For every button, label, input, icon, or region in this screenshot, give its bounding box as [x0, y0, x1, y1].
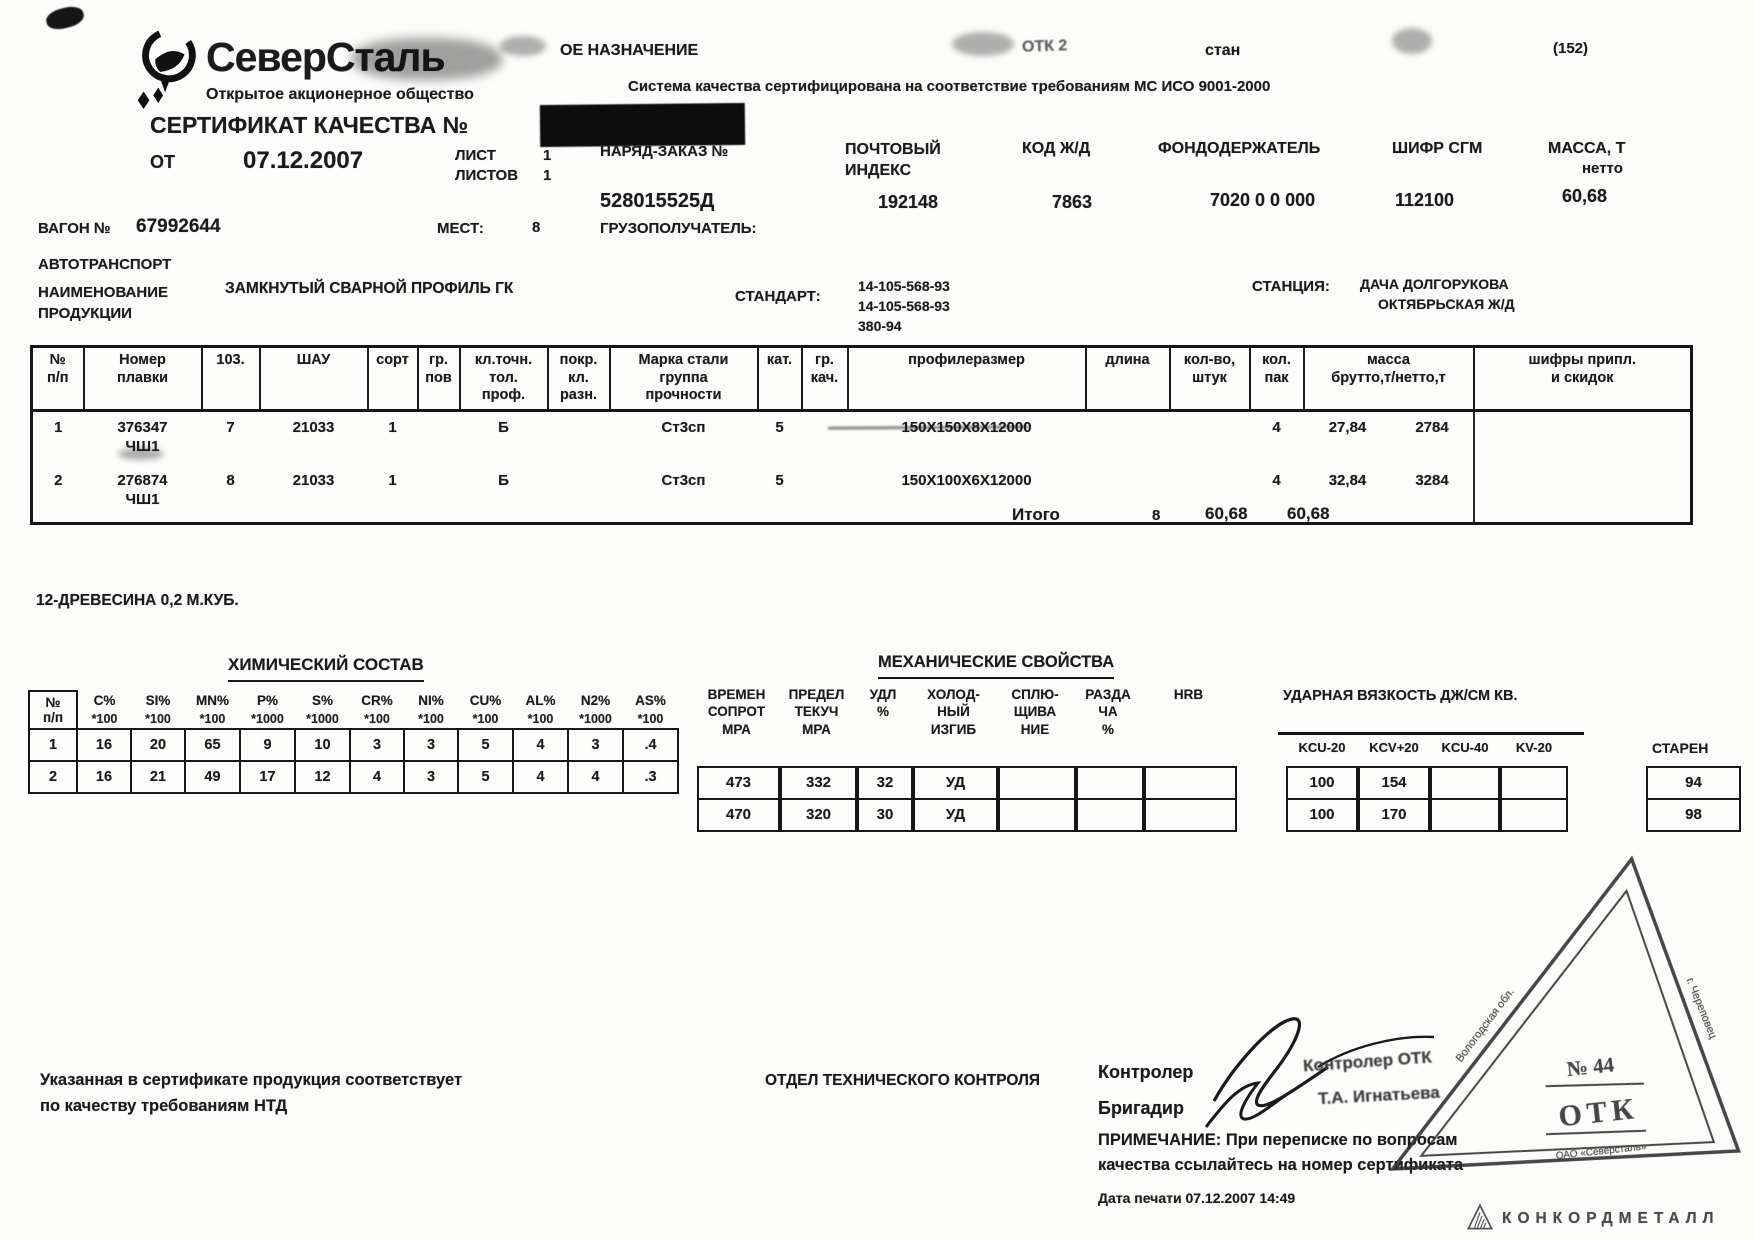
konkord-logo-icon	[1466, 1203, 1494, 1231]
header-cell: HRB	[1173, 687, 1204, 702]
table-cell: 154	[1358, 766, 1430, 800]
table-cell: 150Х100Х6Х12000	[901, 472, 1032, 490]
header-cell: KCU-40	[1441, 740, 1489, 755]
header-cell: гр. кач.	[802, 347, 848, 411]
table-cell: 65	[185, 729, 240, 761]
standard-value: 14-105-568-93	[858, 298, 950, 314]
brigadier-label: Бригадир	[1098, 1098, 1184, 1118]
header-cell: CR%	[361, 693, 393, 708]
aging-label: СТАРЕН	[1652, 740, 1709, 756]
table-cell	[1474, 411, 1692, 466]
table-cell: 12	[295, 761, 350, 793]
places-value: 8	[532, 219, 541, 236]
impact-subheads	[1286, 740, 1568, 756]
header-cell: шифры припл. и скидок	[1474, 347, 1692, 411]
header-cell: SI%	[145, 693, 171, 708]
table-cell: 3	[404, 761, 458, 793]
table-cell	[1144, 766, 1237, 800]
header-cell: AL%	[525, 693, 556, 708]
header-cell: сорт	[368, 347, 418, 411]
stamp-edge-left: Вологодская обл.	[1453, 986, 1517, 1065]
table-cell	[1474, 465, 1692, 524]
sgm-cipher-label: ШИФР СГМ	[1392, 140, 1483, 157]
table-cell: 4	[1272, 419, 1281, 437]
header-cell: CU%	[469, 693, 502, 708]
table-cell: .4	[623, 729, 678, 761]
header-cell: № п/п	[29, 691, 77, 729]
scan-artifact	[1392, 28, 1432, 54]
header-cell: MN%	[196, 693, 229, 708]
wagon-label: ВАГОН №	[38, 220, 111, 237]
table-cell: УД	[913, 766, 998, 800]
order-label: НАРЯД-ЗАКАЗ №	[600, 143, 729, 160]
table-cell	[1144, 798, 1237, 832]
sgm-cipher-value: 112100	[1395, 190, 1455, 210]
header-cell: ХОЛОД- НЫЙ ИЗГИБ	[927, 687, 980, 737]
spacer	[1237, 766, 1286, 800]
table-cell: 1	[54, 419, 63, 437]
table-cell: 4	[350, 761, 404, 793]
table-cell	[1430, 766, 1500, 800]
header-cell: кол-во, штук	[1170, 347, 1250, 411]
header-cell: кат.	[758, 347, 802, 411]
otk-triangle-stamp	[1382, 839, 1754, 1202]
total-net: 60,68	[1287, 504, 1330, 523]
header-cell: 103.	[202, 347, 260, 411]
table-cell: 2	[29, 761, 77, 793]
header-cell: масса брутто,т/нетто,т	[1304, 347, 1474, 411]
sheet-value: 1	[543, 147, 552, 164]
table-cell	[1076, 798, 1144, 832]
table-cell: 5	[458, 729, 513, 761]
product-name-value: ЗАМКНУТЫЙ СВАРНОЙ ПРОФИЛЬ ГК	[225, 280, 514, 297]
order-number: 528015525Д	[600, 190, 715, 212]
mass-value: 60,68	[1562, 186, 1608, 206]
rail-code-label: КОД Ж/Д	[1022, 140, 1091, 157]
station-value: ДАЧА ДОЛГОРУКОВА	[1360, 276, 1509, 292]
table-cell	[998, 798, 1076, 832]
spacer	[1568, 766, 1646, 800]
table-cell: 3	[350, 729, 404, 761]
header-cell: РАЗДА ЧА %	[1085, 687, 1131, 737]
logo-wordmark: СеверСталь	[206, 34, 445, 80]
stamp-org: ОАО «Северсталь»	[1555, 1141, 1647, 1162]
table-cell	[1500, 798, 1568, 832]
mech-row	[697, 766, 1741, 800]
table-cell: 98	[1646, 798, 1741, 832]
consignee-label: ГРУЗОПОЛУЧАТЕЛЬ:	[600, 220, 757, 237]
header-cell: *100	[637, 712, 664, 726]
table-cell	[802, 465, 848, 524]
table-cell: Б	[498, 472, 509, 490]
print-date: Дата печати 07.12.2007 14:49	[1098, 1190, 1296, 1206]
table-cell: 5	[775, 472, 784, 490]
table-cell: 21033	[292, 472, 335, 490]
scan-artifact	[500, 36, 546, 56]
products-table	[30, 345, 1693, 525]
stamp-controller-text: Контролер ОТК	[1302, 1047, 1433, 1076]
table-cell: УД	[913, 798, 998, 832]
stamp-otk: ОТК	[1556, 1092, 1641, 1134]
total-label: Итого	[1012, 505, 1060, 524]
stamp-number: № 44	[1565, 1052, 1616, 1082]
table-cell: 4	[513, 761, 568, 793]
fund-holder-label: ФОНДОДЕРЖАТЕЛЬ	[1158, 140, 1321, 157]
table-cell: 1	[29, 729, 77, 761]
table-cell	[998, 766, 1076, 800]
station-label: СТАНЦИЯ:	[1252, 278, 1330, 295]
chem-row	[29, 729, 678, 761]
table-cell: 8	[226, 472, 235, 490]
table-cell	[548, 411, 610, 466]
header-cell: *1000	[579, 712, 612, 726]
table-cell: 21	[131, 761, 185, 793]
table-cell: 473	[697, 766, 780, 800]
header-cell: *100	[145, 712, 171, 726]
page-number: (152)	[1553, 40, 1589, 57]
header-cell: кл.точн. тол. проф.	[460, 347, 548, 411]
table-cell: 3	[568, 729, 623, 761]
table-cell: 1	[388, 419, 397, 437]
header-cell: Номер плавки	[84, 347, 202, 411]
scan-artifact	[352, 38, 502, 80]
table-cell	[418, 411, 460, 466]
controller-label: Контролер	[1098, 1062, 1194, 1082]
header-cell: *100	[91, 712, 118, 726]
table-cell: 94	[1646, 766, 1741, 800]
table-cell: 470	[697, 798, 780, 832]
table-cell: .3	[623, 761, 678, 793]
table-cell: 17	[240, 761, 295, 793]
header-cell: Марка стали группа прочности	[610, 347, 758, 411]
table-cell: 320	[780, 798, 857, 832]
table-cell: 5	[775, 419, 784, 437]
table-cell: 30	[857, 798, 913, 832]
table-cell: 20	[131, 729, 185, 761]
spacer	[1568, 798, 1646, 832]
products-header-row	[32, 347, 1692, 411]
total-gross: 60,68	[1205, 504, 1248, 523]
table-cell: 276874 ЧШ1	[117, 472, 168, 508]
logo-subtitle: Открытое акционерное общество	[206, 86, 474, 103]
header-cell: гр. пов	[418, 347, 460, 411]
header-cell: P%	[256, 693, 278, 708]
wagon-number: 67992644	[136, 216, 221, 237]
table-cell: Б	[498, 419, 509, 437]
table-cell	[1430, 798, 1500, 832]
redacted-cert-number	[540, 103, 745, 147]
table-cell: 1	[388, 472, 397, 490]
purpose-note: ОЕ НАЗНАЧЕНИЕ	[560, 42, 699, 59]
scan-artifact	[952, 32, 1014, 56]
table-cell: 16	[77, 761, 131, 793]
table-cell: 332	[780, 766, 857, 800]
header-cell: AS%	[635, 693, 666, 708]
otk-mark-note: ОТК 2	[1021, 37, 1068, 56]
header-cell: KCV+20	[1369, 740, 1419, 755]
table-cell: 376347 ЧШ1	[117, 419, 168, 455]
header-cell: *100	[364, 712, 390, 726]
scan-artifact	[44, 4, 86, 33]
header-cell: *100	[472, 712, 499, 726]
product-row	[32, 411, 1692, 466]
wood-note: 12-ДРЕВЕСИНА 0,2 М.КУБ.	[36, 592, 239, 609]
mass-label: МАССА, Т	[1548, 140, 1626, 157]
header-cell: KV-20	[1515, 740, 1553, 755]
fund-holder-value: 7020 0 0 000	[1210, 190, 1316, 210]
header-cell: длина	[1086, 347, 1170, 411]
sheets-value: 1	[543, 167, 552, 184]
chem-multipliers-row	[29, 710, 678, 729]
table-cell	[548, 465, 610, 524]
table-cell	[1076, 766, 1144, 800]
chem-elements-row	[29, 691, 678, 710]
transport-note: АВТОТРАНСПОРТ	[38, 256, 172, 273]
header-cell: № п/п	[32, 347, 84, 411]
table-cell: 3	[404, 729, 458, 761]
table-cell: 32	[857, 766, 913, 800]
postal-label: ПОЧТОВЫЙ ИНДЕКС	[845, 141, 941, 179]
table-cell	[802, 411, 848, 466]
impact-title: УДАРНАЯ ВЯЗКОСТЬ ДЖ/СМ КВ.	[1283, 688, 1518, 704]
note-text: ПРИМЕЧАНИЕ: При переписке по вопросам качества ссылайтесь на номер сертификата	[1098, 1131, 1464, 1174]
header-cell: ВРЕМЕН СОПРОТ МРА	[707, 687, 766, 737]
standard-label: СТАНДАРТ:	[735, 288, 821, 305]
mech-title: МЕХАНИЧЕСКИЕ СВОЙСТВА	[878, 653, 1114, 679]
mech-row	[697, 798, 1741, 832]
header-cell: C%	[93, 693, 116, 708]
total-pieces: 8	[1152, 507, 1161, 524]
table-cell: 2784	[1415, 419, 1449, 437]
table-cell: 9	[240, 729, 295, 761]
header-cell: профилеразмер	[848, 347, 1086, 411]
table-cell: 4	[1272, 472, 1281, 490]
product-name-label: НАИМЕНОВАНИЕ ПРОДУКЦИИ	[38, 284, 168, 322]
table-cell: 16	[77, 729, 131, 761]
header-cell: NI%	[418, 693, 444, 708]
station-value: ОКТЯБРЬСКАЯ Ж/Д	[1378, 296, 1515, 312]
header-cell: ПРЕДЕЛ ТЕКУЧ МРА	[788, 687, 845, 737]
header-cell: N2%	[580, 693, 611, 708]
places-label: МЕСТ:	[437, 220, 484, 237]
header-cell: СПЛЮ- ЩИВА НИЕ	[1011, 687, 1059, 737]
mech-header-row	[695, 686, 1235, 738]
header-cell: *100	[418, 712, 444, 726]
header-cell: *100	[199, 712, 226, 726]
table-cell: 150Х150Х8Х12000	[901, 419, 1032, 437]
certificate-date: 07.12.2007	[243, 147, 364, 174]
header-cell: S%	[311, 693, 333, 708]
severstal-logo-icon	[128, 26, 206, 114]
product-row	[32, 465, 1692, 524]
stamp-edge-right: г. Череповец	[1683, 976, 1719, 1041]
table-cell: 32,84	[1328, 472, 1367, 490]
header-cell: кол. пак	[1250, 347, 1304, 411]
table-cell: 27,84	[1328, 419, 1367, 437]
table-cell: 21033	[292, 419, 335, 437]
iso-certification-line: Система качества сертифицирована на соответствие требованиям МС ИСО 9001-2000	[628, 78, 1271, 95]
table-cell: 5	[458, 761, 513, 793]
otk-department-label: ОТДЕЛ ТЕХНИЧЕСКОГО КОНТРОЛЯ	[765, 1072, 1041, 1089]
header-cell: ШАУ	[260, 347, 368, 411]
sheet-label: ЛИСТ	[455, 147, 496, 164]
table-cell: 7	[226, 419, 235, 437]
table-cell: 4	[513, 729, 568, 761]
rail-code-value: 7863	[1052, 192, 1093, 212]
table-cell	[1086, 411, 1170, 466]
chem-row	[29, 761, 678, 793]
impact-underline	[1278, 732, 1584, 735]
standard-value: 380-94	[858, 318, 902, 334]
header-cell: *1000	[251, 712, 284, 726]
stan-note: стан	[1205, 42, 1241, 59]
compliance-statement: Указанная в сертификате продукция соответствует по качеству требованиям НТД	[40, 1071, 463, 1115]
table-cell: Ст3сп	[661, 472, 706, 490]
table-cell	[1170, 411, 1250, 466]
table-cell	[1500, 766, 1568, 800]
header-cell: KCU-20	[1298, 740, 1346, 755]
chem-table	[28, 690, 679, 794]
table-cell	[418, 465, 460, 524]
from-label: ОТ	[150, 152, 175, 172]
table-cell: 3284	[1415, 472, 1449, 490]
mass-net-label: нетто	[1582, 160, 1623, 177]
header-cell: УДЛ %	[869, 687, 897, 720]
stamp-name-text: Т.А. Игнатьева	[1317, 1082, 1441, 1109]
table-cell: 100	[1286, 766, 1358, 800]
table-cell: 49	[185, 761, 240, 793]
spacer	[1237, 798, 1286, 832]
header-cell: покр. кл. разн.	[548, 347, 610, 411]
table-cell: 100	[1286, 798, 1358, 832]
certificate-title: СЕРТИФИКАТ КАЧЕСТВА №	[150, 112, 469, 138]
table-cell: 170	[1358, 798, 1430, 832]
table-cell: 4	[568, 761, 623, 793]
postal-code: 192148	[878, 192, 939, 212]
chem-title: ХИМИЧЕСКИЙ СОСТАВ	[228, 655, 424, 682]
header-cell: *1000	[306, 712, 339, 726]
table-cell: 10	[295, 729, 350, 761]
header-cell: *100	[527, 712, 554, 726]
watermark-text: КОНКОРДМЕТАЛЛ	[1502, 1210, 1720, 1227]
standard-value: 14-105-568-93	[858, 278, 950, 294]
sheets-label: ЛИСТОВ	[455, 167, 519, 184]
table-cell: 2	[54, 472, 63, 490]
table-cell: Ст3сп	[661, 419, 706, 437]
